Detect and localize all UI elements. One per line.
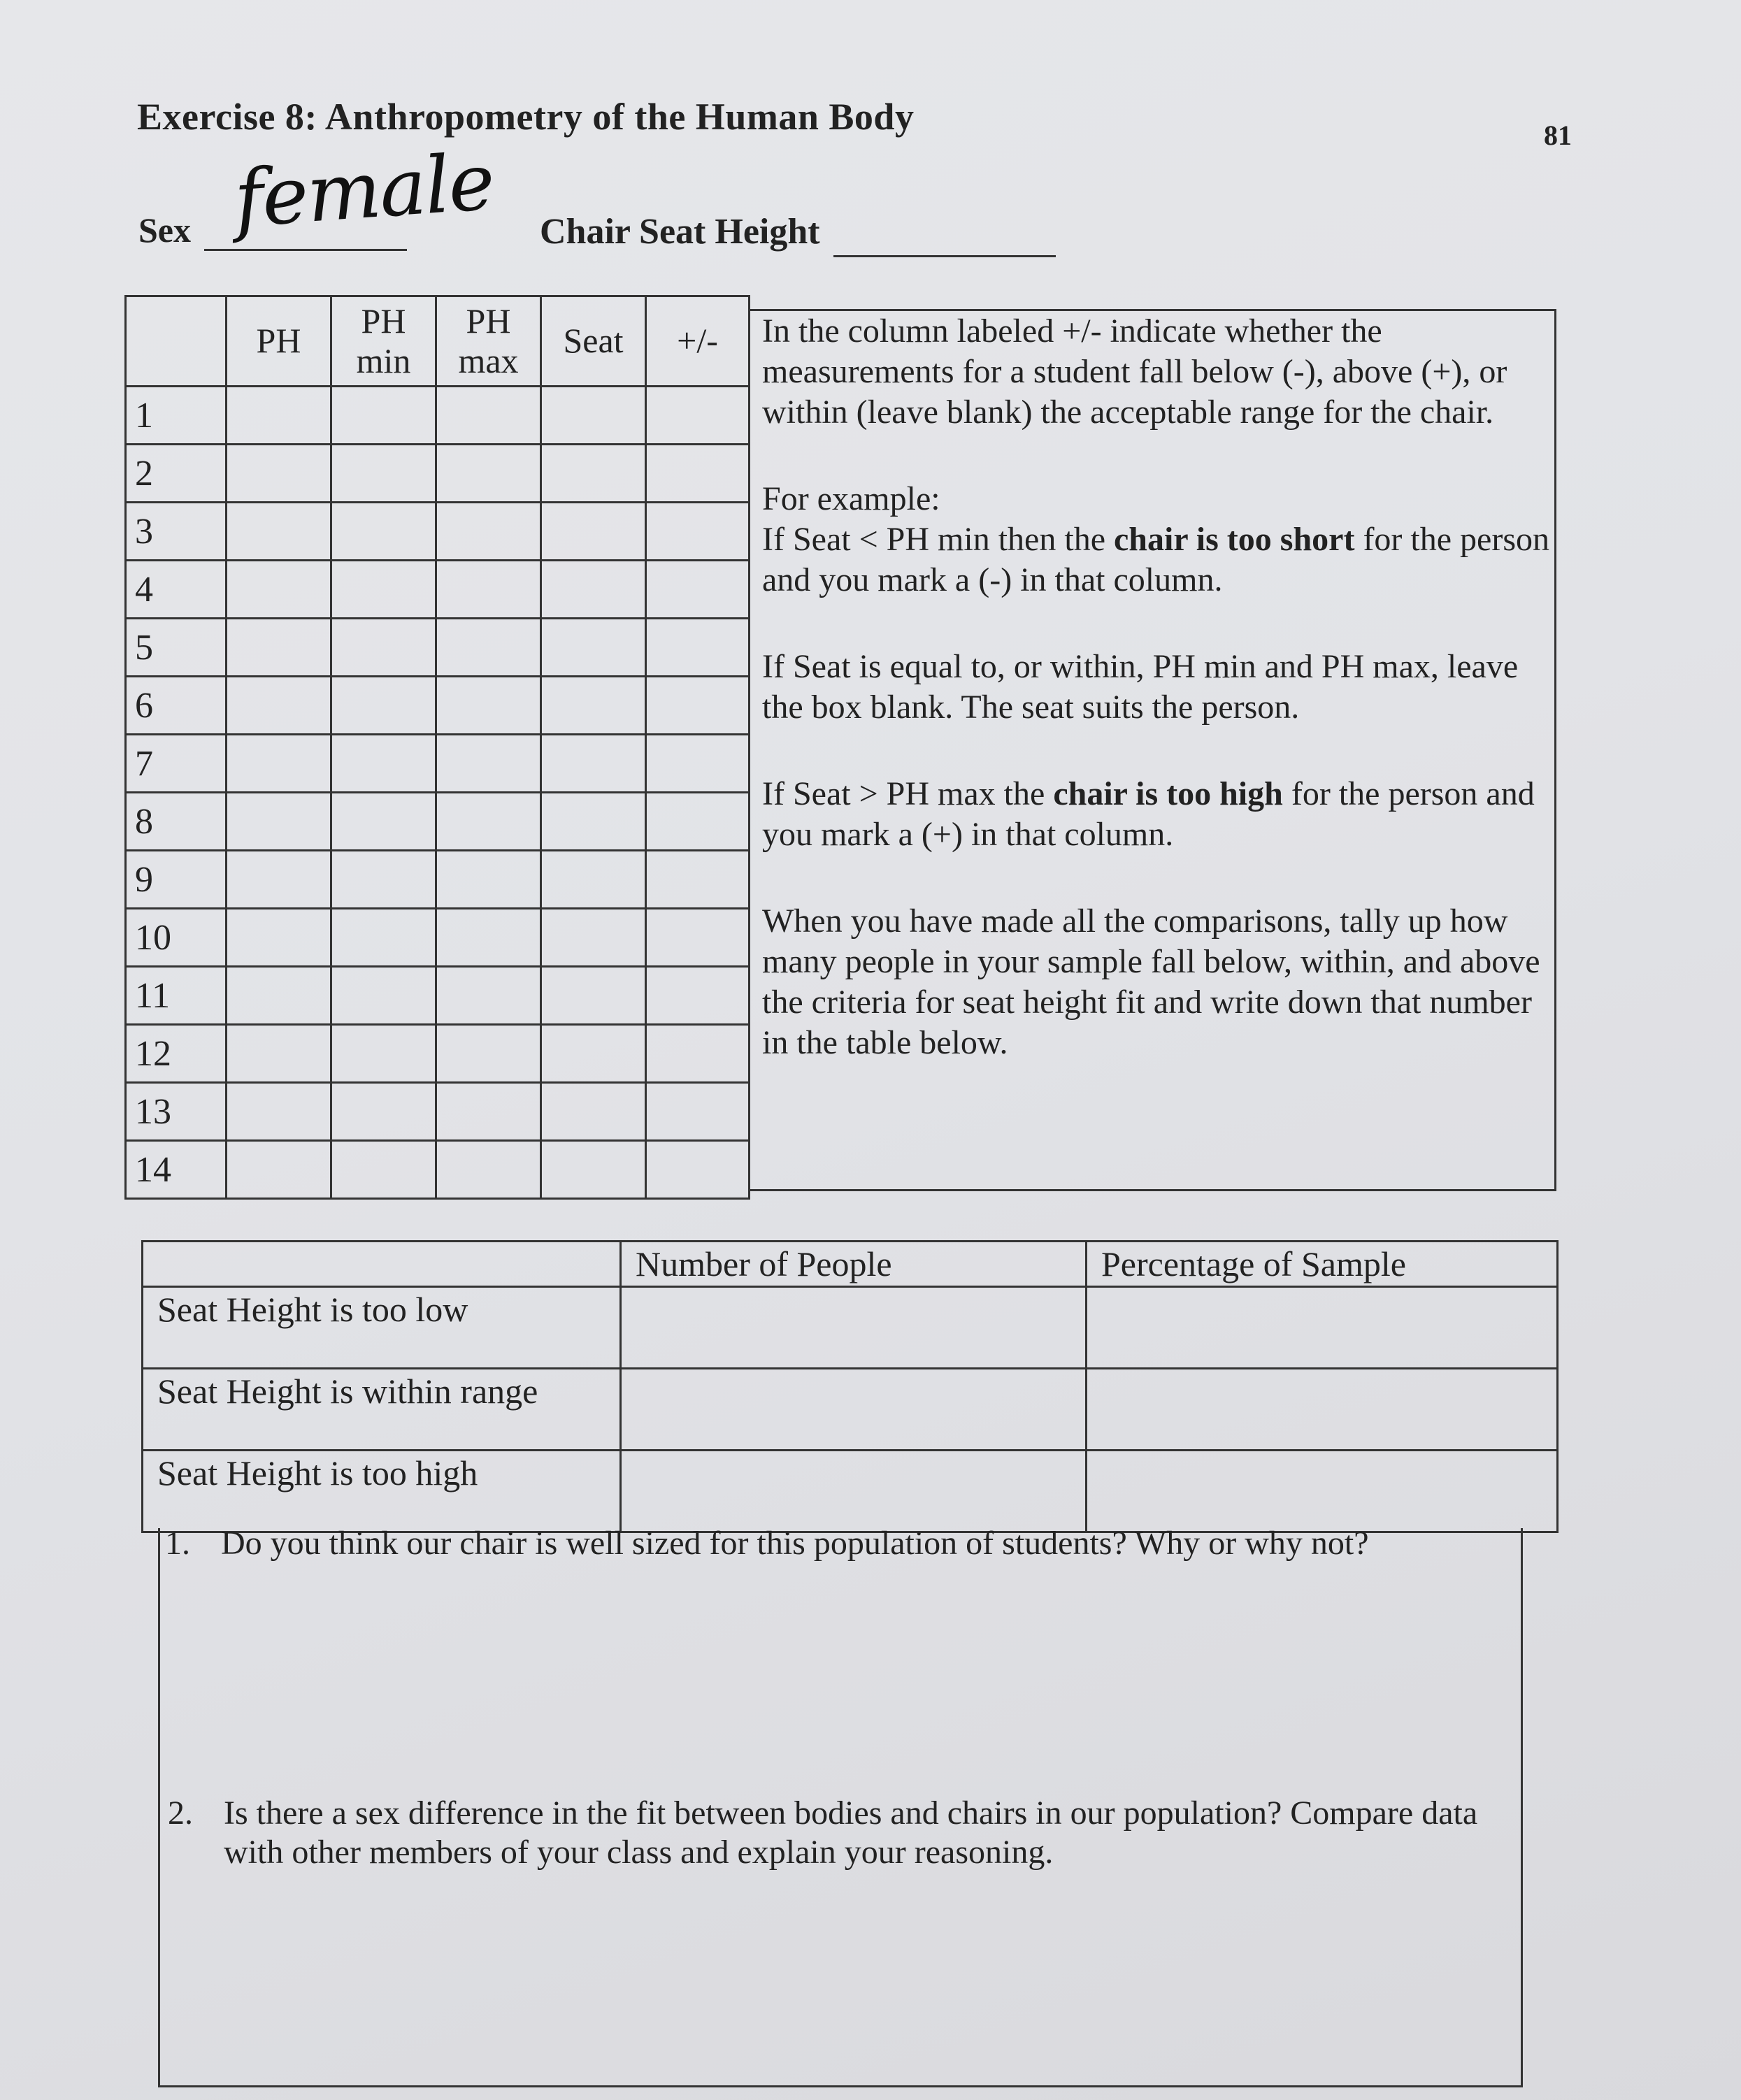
tally-number-cell[interactable] [621,1369,1087,1451]
row-number: 9 [126,851,227,909]
tally-percentage-cell[interactable] [1087,1451,1558,1532]
row-number: 10 [126,909,227,967]
plus-minus-cell[interactable] [646,445,750,503]
ph-cell[interactable] [227,1025,331,1083]
measurement-row [126,851,750,909]
plus-minus-cell[interactable] [646,1083,750,1141]
ph-min-cell[interactable] [331,503,436,561]
ph-min-cell[interactable] [331,909,436,967]
tally-table [141,1240,1559,1533]
measurement-row [126,503,750,561]
ph-cell[interactable] [227,967,331,1025]
measurement-row [126,677,750,735]
ph-max-cell[interactable] [436,445,541,503]
ph-cell[interactable] [227,387,331,445]
ph-max-cell[interactable] [436,1025,541,1083]
ph-max-cell[interactable] [436,677,541,735]
question-text: Is there a sex difference in the fit between bodies and chairs in our population? Compare data with other members of your class and explain your reasoning. [224,1795,1478,1871]
ph-cell[interactable] [227,677,331,735]
measurement-row [126,619,750,677]
ph-min-cell[interactable] [331,1025,436,1083]
instruction-paragraph: If Seat > PH max the chair is too high for the person and you mark a (+) in that column. [762,775,1535,853]
row-number: 11 [126,967,227,1025]
seat-cell[interactable] [541,967,646,1025]
measurement-row [126,909,750,967]
tally-header-blank [143,1242,621,1287]
plus-minus-cell[interactable] [646,1141,750,1199]
measurement-header-row [126,296,750,387]
tally-header-number: Number of People [621,1242,1087,1287]
measurement-row [126,561,750,619]
column-header-seat: Seat [541,296,646,387]
instruction-paragraph: When you have made all the comparisons, tally up how many people in your sample fall below, within, and above the criteria for seat height fit and write down that number in the table below. [762,902,1540,1061]
question-number: 2. [168,1795,193,1832]
ph-max-cell[interactable] [436,561,541,619]
ph-max-cell[interactable] [436,1083,541,1141]
ph-max-cell[interactable] [436,967,541,1025]
ph-min-cell[interactable] [331,1141,436,1199]
ph-max-cell[interactable] [436,735,541,793]
measurement-row [126,793,750,851]
seat-cell[interactable] [541,909,646,967]
row-number: 8 [126,793,227,851]
instructions-panel [748,309,1556,1191]
ph-cell[interactable] [227,793,331,851]
ph-min-cell[interactable] [331,967,436,1025]
ph-cell[interactable] [227,503,331,561]
column-header-ph: PH [227,296,331,387]
plus-minus-cell[interactable] [646,735,750,793]
ph-min-cell[interactable] [331,851,436,909]
measurement-row [126,387,750,445]
ph-max-cell[interactable] [436,619,541,677]
row-number: 3 [126,503,227,561]
seat-cell[interactable] [541,503,646,561]
row-number: 7 [126,735,227,793]
row-number: 13 [126,1083,227,1141]
page-number: 81 [1544,120,1572,151]
tally-row [143,1451,1558,1532]
measurement-row [126,1025,750,1083]
plus-minus-cell[interactable] [646,387,750,445]
chair-seat-height-field[interactable] [833,255,1056,257]
row-number: 6 [126,677,227,735]
plus-minus-cell[interactable] [646,967,750,1025]
seat-cell[interactable] [541,619,646,677]
plus-minus-cell[interactable] [646,909,750,967]
column-header-plus-minus: +/- [646,296,750,387]
sex-label: Sex [138,210,191,250]
plus-minus-cell[interactable] [646,793,750,851]
ph-min-cell[interactable] [331,677,436,735]
ph-min-cell[interactable] [331,1083,436,1141]
tally-percentage-cell[interactable] [1087,1287,1558,1369]
sex-underline [204,249,407,251]
instruction-paragraph: In the column labeled +/- indicate whether the measurements for a student fall below (-), above (+), or within (leave blank) the acceptable range for the chair. [762,312,1507,431]
plus-minus-cell[interactable] [646,677,750,735]
tally-header-percentage: Percentage of Sample [1087,1242,1558,1287]
instruction-example: For example: If Seat < PH min then the chair is too short for the person and you mark a (-) in that column. [762,480,1550,598]
question-1 [165,1524,1507,1563]
row-number: 2 [126,445,227,503]
seat-cell[interactable] [541,735,646,793]
ph-min-cell[interactable] [331,445,436,503]
tally-percentage-cell[interactable] [1087,1369,1558,1451]
measurement-row [126,967,750,1025]
ph-cell[interactable] [227,735,331,793]
seat-cell[interactable] [541,561,646,619]
tally-number-cell[interactable] [621,1451,1087,1532]
tally-header-row [143,1242,1558,1287]
tally-row [143,1369,1558,1451]
plus-minus-cell[interactable] [646,1025,750,1083]
row-number: 5 [126,619,227,677]
ph-cell[interactable] [227,851,331,909]
tally-row [143,1287,1558,1369]
row-number: 4 [126,561,227,619]
chair-seat-height-label: Chair Seat Height [540,212,820,252]
tally-number-cell[interactable] [621,1287,1087,1369]
seat-cell[interactable] [541,1141,646,1199]
plus-minus-cell[interactable] [646,619,750,677]
seat-cell[interactable] [541,387,646,445]
sex-handwritten-value[interactable]: female [231,136,496,245]
seat-cell[interactable] [541,851,646,909]
row-number: 12 [126,1025,227,1083]
tally-row-label: Seat Height is too high [143,1451,621,1532]
question-number: 1. [165,1525,190,1562]
column-header-ph-min: PH min [331,296,436,387]
measurement-row [126,735,750,793]
measurement-table [124,295,750,1200]
seat-cell[interactable] [541,793,646,851]
ph-max-cell[interactable] [436,909,541,967]
seat-cell[interactable] [541,445,646,503]
ph-max-cell[interactable] [436,851,541,909]
tally-row-label: Seat Height is too low [143,1287,621,1369]
plus-minus-cell[interactable] [646,561,750,619]
ph-cell[interactable] [227,445,331,503]
row-number-header [126,296,227,387]
ph-cell[interactable] [227,561,331,619]
measurement-row [126,1141,750,1199]
ph-cell[interactable] [227,619,331,677]
ph-cell[interactable] [227,909,331,967]
ph-min-cell[interactable] [331,561,436,619]
row-number: 1 [126,387,227,445]
page-title: Exercise 8: Anthropometry of the Human Body [137,96,915,138]
column-header-ph-max: PH max [436,296,541,387]
plus-minus-cell[interactable] [646,851,750,909]
ph-max-cell[interactable] [436,387,541,445]
row-number: 14 [126,1141,227,1199]
plus-minus-cell[interactable] [646,503,750,561]
instruction-paragraph: If Seat is equal to, or within, PH min and PH max, leave the box blank. The seat suits the person. [762,648,1519,726]
ph-max-cell[interactable] [436,793,541,851]
ph-max-cell[interactable] [436,503,541,561]
ph-min-cell[interactable] [331,387,436,445]
ph-max-cell[interactable] [436,1141,541,1199]
ph-cell[interactable] [227,1083,331,1141]
measurement-row [126,1083,750,1141]
question-text: Do you think our chair is well sized for this population of students? Why or why not? [221,1525,1369,1562]
question-2 [168,1794,1524,1872]
seat-cell[interactable] [541,1025,646,1083]
seat-cell[interactable] [541,1083,646,1141]
ph-min-cell[interactable] [331,619,436,677]
seat-cell[interactable] [541,677,646,735]
ph-cell[interactable] [227,1141,331,1199]
ph-min-cell[interactable] [331,735,436,793]
measurement-row [126,445,750,503]
ph-min-cell[interactable] [331,793,436,851]
tally-row-label: Seat Height is within range [143,1369,621,1451]
